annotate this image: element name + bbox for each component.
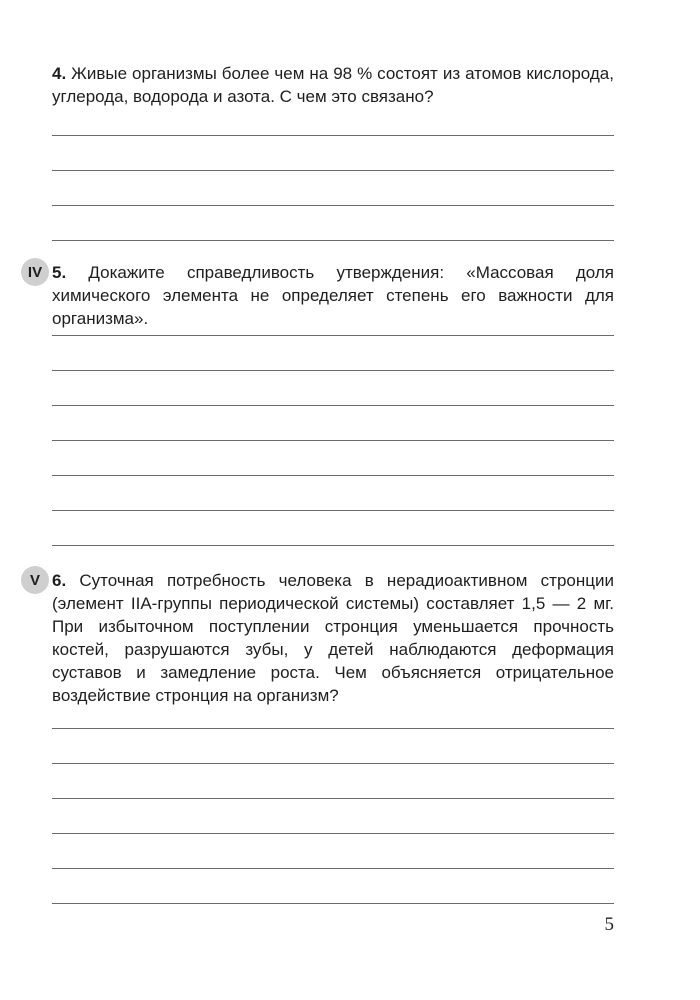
answer-line[interactable]	[52, 694, 614, 729]
answer-line[interactable]	[52, 171, 614, 206]
task-6-question	[52, 569, 614, 707]
answer-line[interactable]	[52, 101, 614, 136]
answer-line[interactable]	[52, 799, 614, 834]
task-text: Живые организмы более чем на 98 % состоят из атомов кислорода, углерода, водорода и азота. С чем это связано?	[52, 64, 614, 106]
answer-line[interactable]	[52, 729, 614, 764]
page-number: 5	[604, 914, 614, 935]
task-number: 4.	[52, 64, 67, 83]
answer-line[interactable]	[52, 136, 614, 171]
difficulty-level-badge: IV	[21, 258, 49, 286]
answer-line[interactable]	[52, 441, 614, 476]
answer-lines-task-6[interactable]	[52, 694, 614, 904]
answer-lines-task-5[interactable]	[52, 301, 614, 546]
answer-line[interactable]	[52, 371, 614, 406]
task-number: 6.	[52, 571, 67, 590]
task-text: Суточная потребность человека в нерадиоактивном стронции (элемент IIA-группы периодической системы) составляет 1,5 — 2 мг. При избыточном поступлении стронция уменьшается прочность костей, разрушаются зубы, у детей наблюдаются деформация суставов и замедление роста. Чем объясняется отрицательное воздействие стронция на организм?	[52, 571, 614, 705]
answer-line[interactable]	[52, 406, 614, 441]
answer-line[interactable]	[52, 336, 614, 371]
answer-line[interactable]	[52, 511, 614, 546]
task-text: Докажите справедливость утверждения: «Массовая доля химического элемента не определяет степень его важности для организма».	[52, 263, 615, 328]
task-number: 5.	[52, 263, 67, 282]
answer-line[interactable]	[52, 764, 614, 799]
task-6	[52, 569, 614, 707]
answer-line[interactable]	[52, 834, 614, 869]
answer-line[interactable]	[52, 206, 614, 241]
answer-lines-task-4[interactable]	[52, 101, 614, 241]
difficulty-level-badge: V	[21, 566, 49, 594]
answer-line[interactable]	[52, 301, 614, 336]
answer-line[interactable]	[52, 476, 614, 511]
answer-line[interactable]	[52, 869, 614, 904]
